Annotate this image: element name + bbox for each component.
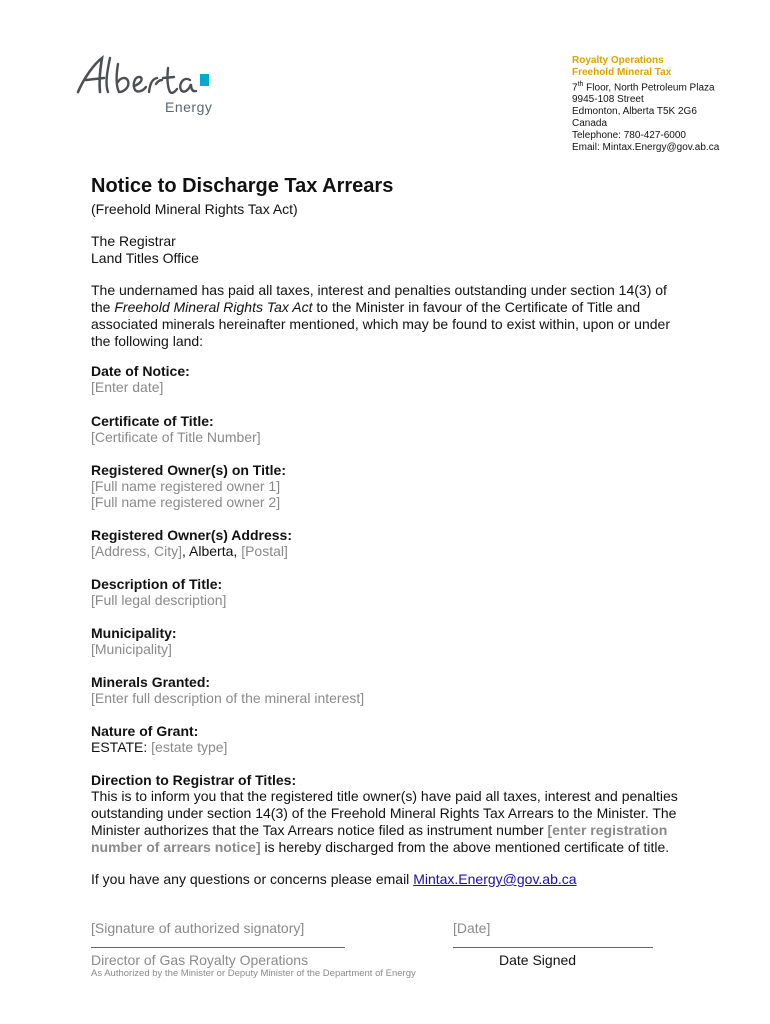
address-city-field[interactable]: [Address, City]: [91, 543, 183, 559]
intro-line2-b: to the Minister in favour of the Certificate of Title and: [312, 299, 641, 315]
direction-line4-text: is hereby discharged from the above mentioned certificate of title.: [260, 839, 670, 855]
date-signed-field[interactable]: [Date]: [453, 920, 491, 936]
date-signed-label: Date Signed: [499, 952, 577, 968]
certificate-field[interactable]: [Certificate of Title Number]: [91, 429, 261, 445]
registration-number-field-cont[interactable]: number of arrears notice]: [91, 839, 261, 855]
logo-subtitle: Energy: [165, 99, 213, 115]
municipality-field[interactable]: [Municipality]: [91, 641, 172, 657]
owner-address-line: [91, 543, 691, 560]
floor-suffix: th: [577, 81, 584, 88]
signatory-title: Director of Gas Royalty Operations: [91, 952, 309, 968]
direction-label: Direction to Registrar of Titles:: [91, 772, 297, 788]
intro-paragraph: [91, 282, 721, 350]
document-subtitle: (Freehold Mineral Rights Tax Act): [91, 201, 298, 217]
contact-email-link[interactable]: Mintax.Energy@gov.ab.ca: [413, 871, 577, 887]
address-street: 9945-108 Street: [572, 94, 644, 106]
intro-line2-a: the: [91, 299, 115, 315]
direction-line3-text: Minister authorizes that the Tax Arrears notice filed as instrument number: [91, 822, 548, 838]
authorization-note: As Authorized by the Minister or Deputy Minister of the Department of Energy: [91, 968, 416, 979]
address-country: Canada: [572, 118, 608, 130]
intro-line3: associated minerals hereinafter mentioned, which may be found to exist within, upon or under: [91, 316, 670, 332]
direction-line4: [91, 839, 731, 856]
signature-field[interactable]: [Signature of authorized signatory]: [91, 920, 305, 936]
address-phone: Telephone: 780-427-6000: [572, 130, 686, 142]
floor-rest: Floor, North Petroleum Plaza: [583, 82, 715, 94]
minerals-field[interactable]: [Enter full description of the mineral interest]: [91, 690, 365, 706]
direction-line2: outstanding under section 14(3) of the Freehold Mineral Rights Tax Arrears to the Minister. The: [91, 805, 677, 821]
owner1-field[interactable]: [Full name registered owner 1]: [91, 478, 281, 494]
postal-field[interactable]: [Postal]: [241, 543, 288, 559]
intro-line2: [91, 299, 721, 316]
direction-paragraph: [91, 788, 731, 856]
document-title: Notice to Discharge Tax Arrears: [91, 175, 394, 197]
address-province: , Alberta,: [182, 543, 242, 559]
description-field[interactable]: [Full legal description]: [91, 592, 227, 608]
owner2-field[interactable]: [Full name registered owner 2]: [91, 494, 281, 510]
estate-type-field[interactable]: [estate type]: [151, 739, 228, 755]
contact-text: If you have any questions or concerns please email: [91, 871, 414, 887]
address-email: Email: Mintax.Energy@gov.ab.ca: [572, 142, 720, 154]
recipient-line1: The Registrar: [91, 233, 176, 249]
direction-line3: [91, 822, 731, 839]
owners-label: Registered Owner(s) on Title:: [91, 462, 286, 478]
floor-number: 7: [572, 82, 578, 94]
signature-line: [91, 947, 345, 948]
estate-line: [91, 739, 691, 756]
grant-label: Nature of Grant:: [91, 723, 199, 739]
date-of-notice-field[interactable]: [Enter date]: [91, 379, 164, 395]
date-of-notice-label: Date of Notice:: [91, 363, 190, 379]
date-line: [453, 947, 653, 948]
intro-line1: The undernamed has paid all taxes, interest and penalties outstanding under section 14(3) of: [91, 282, 667, 298]
address-org-line1: Royalty Operations: [572, 55, 664, 66]
estate-prefix: ESTATE:: [91, 739, 152, 755]
act-name: Freehold Mineral Rights Tax Act: [114, 299, 313, 315]
address-block: [572, 55, 719, 154]
registration-number-field[interactable]: [enter registration: [547, 822, 668, 838]
recipient-line2: Land Titles Office: [91, 250, 199, 266]
owner-address-label: Registered Owner(s) Address:: [91, 527, 292, 543]
certificate-label: Certificate of Title:: [91, 413, 214, 429]
intro-line4: the following land:: [91, 333, 204, 349]
address-org-line2: Freehold Mineral Tax: [572, 67, 672, 78]
address-city: Edmonton, Alberta T5K 2G6: [572, 106, 697, 118]
address-floor: [572, 79, 719, 94]
minerals-label: Minerals Granted:: [91, 674, 211, 690]
municipality-label: Municipality:: [91, 625, 177, 641]
direction-line1: This is to inform you that the registered title owner(s) have paid all taxes, interest and penalties: [91, 788, 678, 804]
description-label: Description of Title:: [91, 576, 223, 592]
contact-line: [91, 871, 731, 888]
